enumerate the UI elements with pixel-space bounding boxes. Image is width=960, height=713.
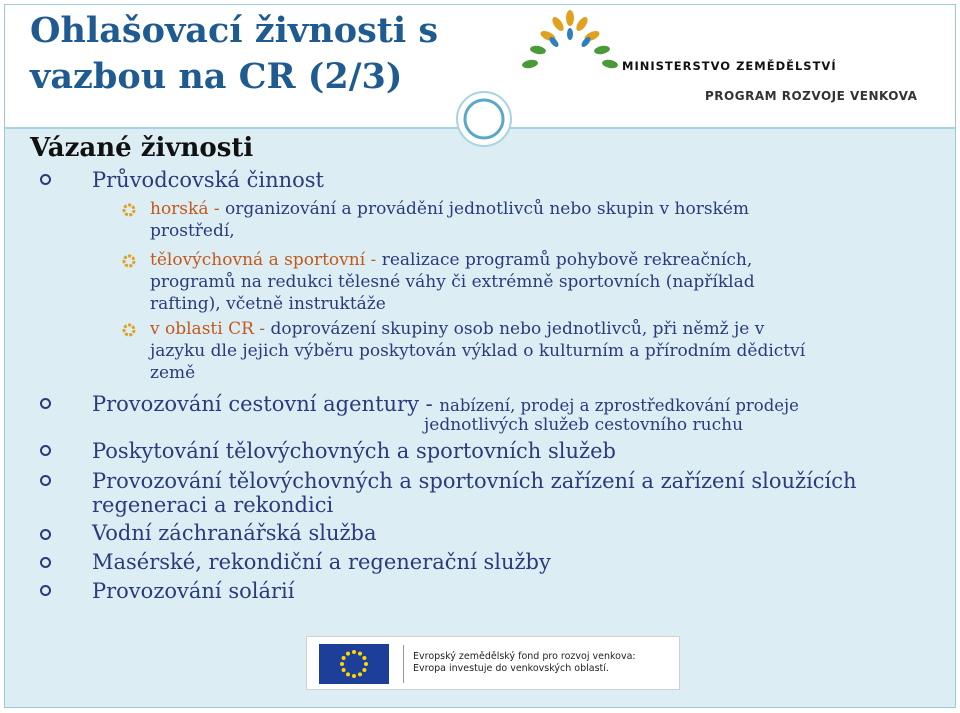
- eu-stars-icon: [319, 644, 389, 684]
- list-item: [150, 198, 749, 221]
- list-item: [150, 318, 764, 341]
- eu-footer-line2: Evropa investuje do venkovských oblastí.: [413, 663, 609, 674]
- list-item: Provozování solárií: [92, 579, 295, 603]
- list-item-cont: jazyku dle jejich výběru poskytován výklad o kulturním a přírodním dědictví: [150, 341, 806, 361]
- item-desc: doprovázení skupiny osob nebo jednotlivců, při němž je v: [270, 319, 765, 339]
- list-bullet-icon: [40, 529, 51, 540]
- list-item: Poskytování tělovýchovných a sportovních služeb: [92, 439, 616, 463]
- item-desc: realizace programů pohybově rekreačních,: [381, 250, 753, 270]
- list-item: Průvodcovská činnost: [92, 168, 324, 192]
- gear-bullet-icon: [122, 203, 136, 217]
- list-item-cont: programů na redukci tělesné váhy či extrémně sportovních (například: [150, 272, 755, 292]
- item-name: Provozování cestovní agentury -: [92, 392, 433, 416]
- list-bullet-icon: [40, 475, 51, 486]
- wheat-logo-icon: [510, 10, 630, 80]
- list-bullet-icon: [40, 174, 51, 185]
- item-name: v oblasti CR -: [150, 319, 266, 339]
- slide-title: Ohlašovací živnosti s vazbou na CR (2/3): [30, 10, 439, 97]
- list-item-cont: regeneraci a rekondici: [92, 493, 334, 517]
- list-item: Masérské, rekondiční a regenerační služby: [92, 550, 551, 574]
- list-item-cont: jednotlivých služeb cestovního ruchu: [424, 415, 744, 435]
- eu-footer-line1: Evropský zemědělský fond pro rozvoj venkova:: [413, 651, 636, 662]
- list-bullet-icon: [40, 585, 51, 596]
- ministry-logo: [500, 10, 920, 110]
- list-item: Vodní záchranářská služba: [92, 521, 377, 545]
- list-item-cont: rafting), včetně instruktáže: [150, 294, 386, 314]
- gear-bullet-icon: [122, 323, 136, 337]
- program-name: PROGRAM ROZVOJE VENKOVA: [705, 89, 918, 103]
- gear-bullet-icon: [122, 254, 136, 268]
- eu-footer-text: [413, 651, 636, 675]
- item-name: tělovýchovná a sportovní -: [150, 250, 377, 270]
- section-heading: Vázané živnosti: [30, 133, 254, 163]
- list-item: [150, 249, 752, 272]
- ministry-name: MINISTERSTVO ZEMĚDĚLSTVÍ: [622, 59, 837, 73]
- item-name: horská -: [150, 199, 220, 219]
- list-bullet-icon: [40, 398, 51, 409]
- list-item-cont: prostředí,: [150, 221, 235, 241]
- list-bullet-icon: [40, 445, 51, 456]
- item-desc: nabízení, prodej a zprostředkování prodeje: [439, 396, 799, 415]
- footer-divider: [403, 645, 404, 683]
- list-item-cont: země: [150, 363, 196, 383]
- list-bullet-icon: [40, 557, 51, 568]
- item-desc: organizování a provádění jednotlivců nebo skupin v horském: [225, 199, 750, 219]
- eu-footer: [306, 636, 680, 690]
- list-item: Provozování tělovýchovných a sportovních zařízení a zařízení sloužících: [92, 469, 857, 493]
- eu-flag-icon: [319, 644, 389, 684]
